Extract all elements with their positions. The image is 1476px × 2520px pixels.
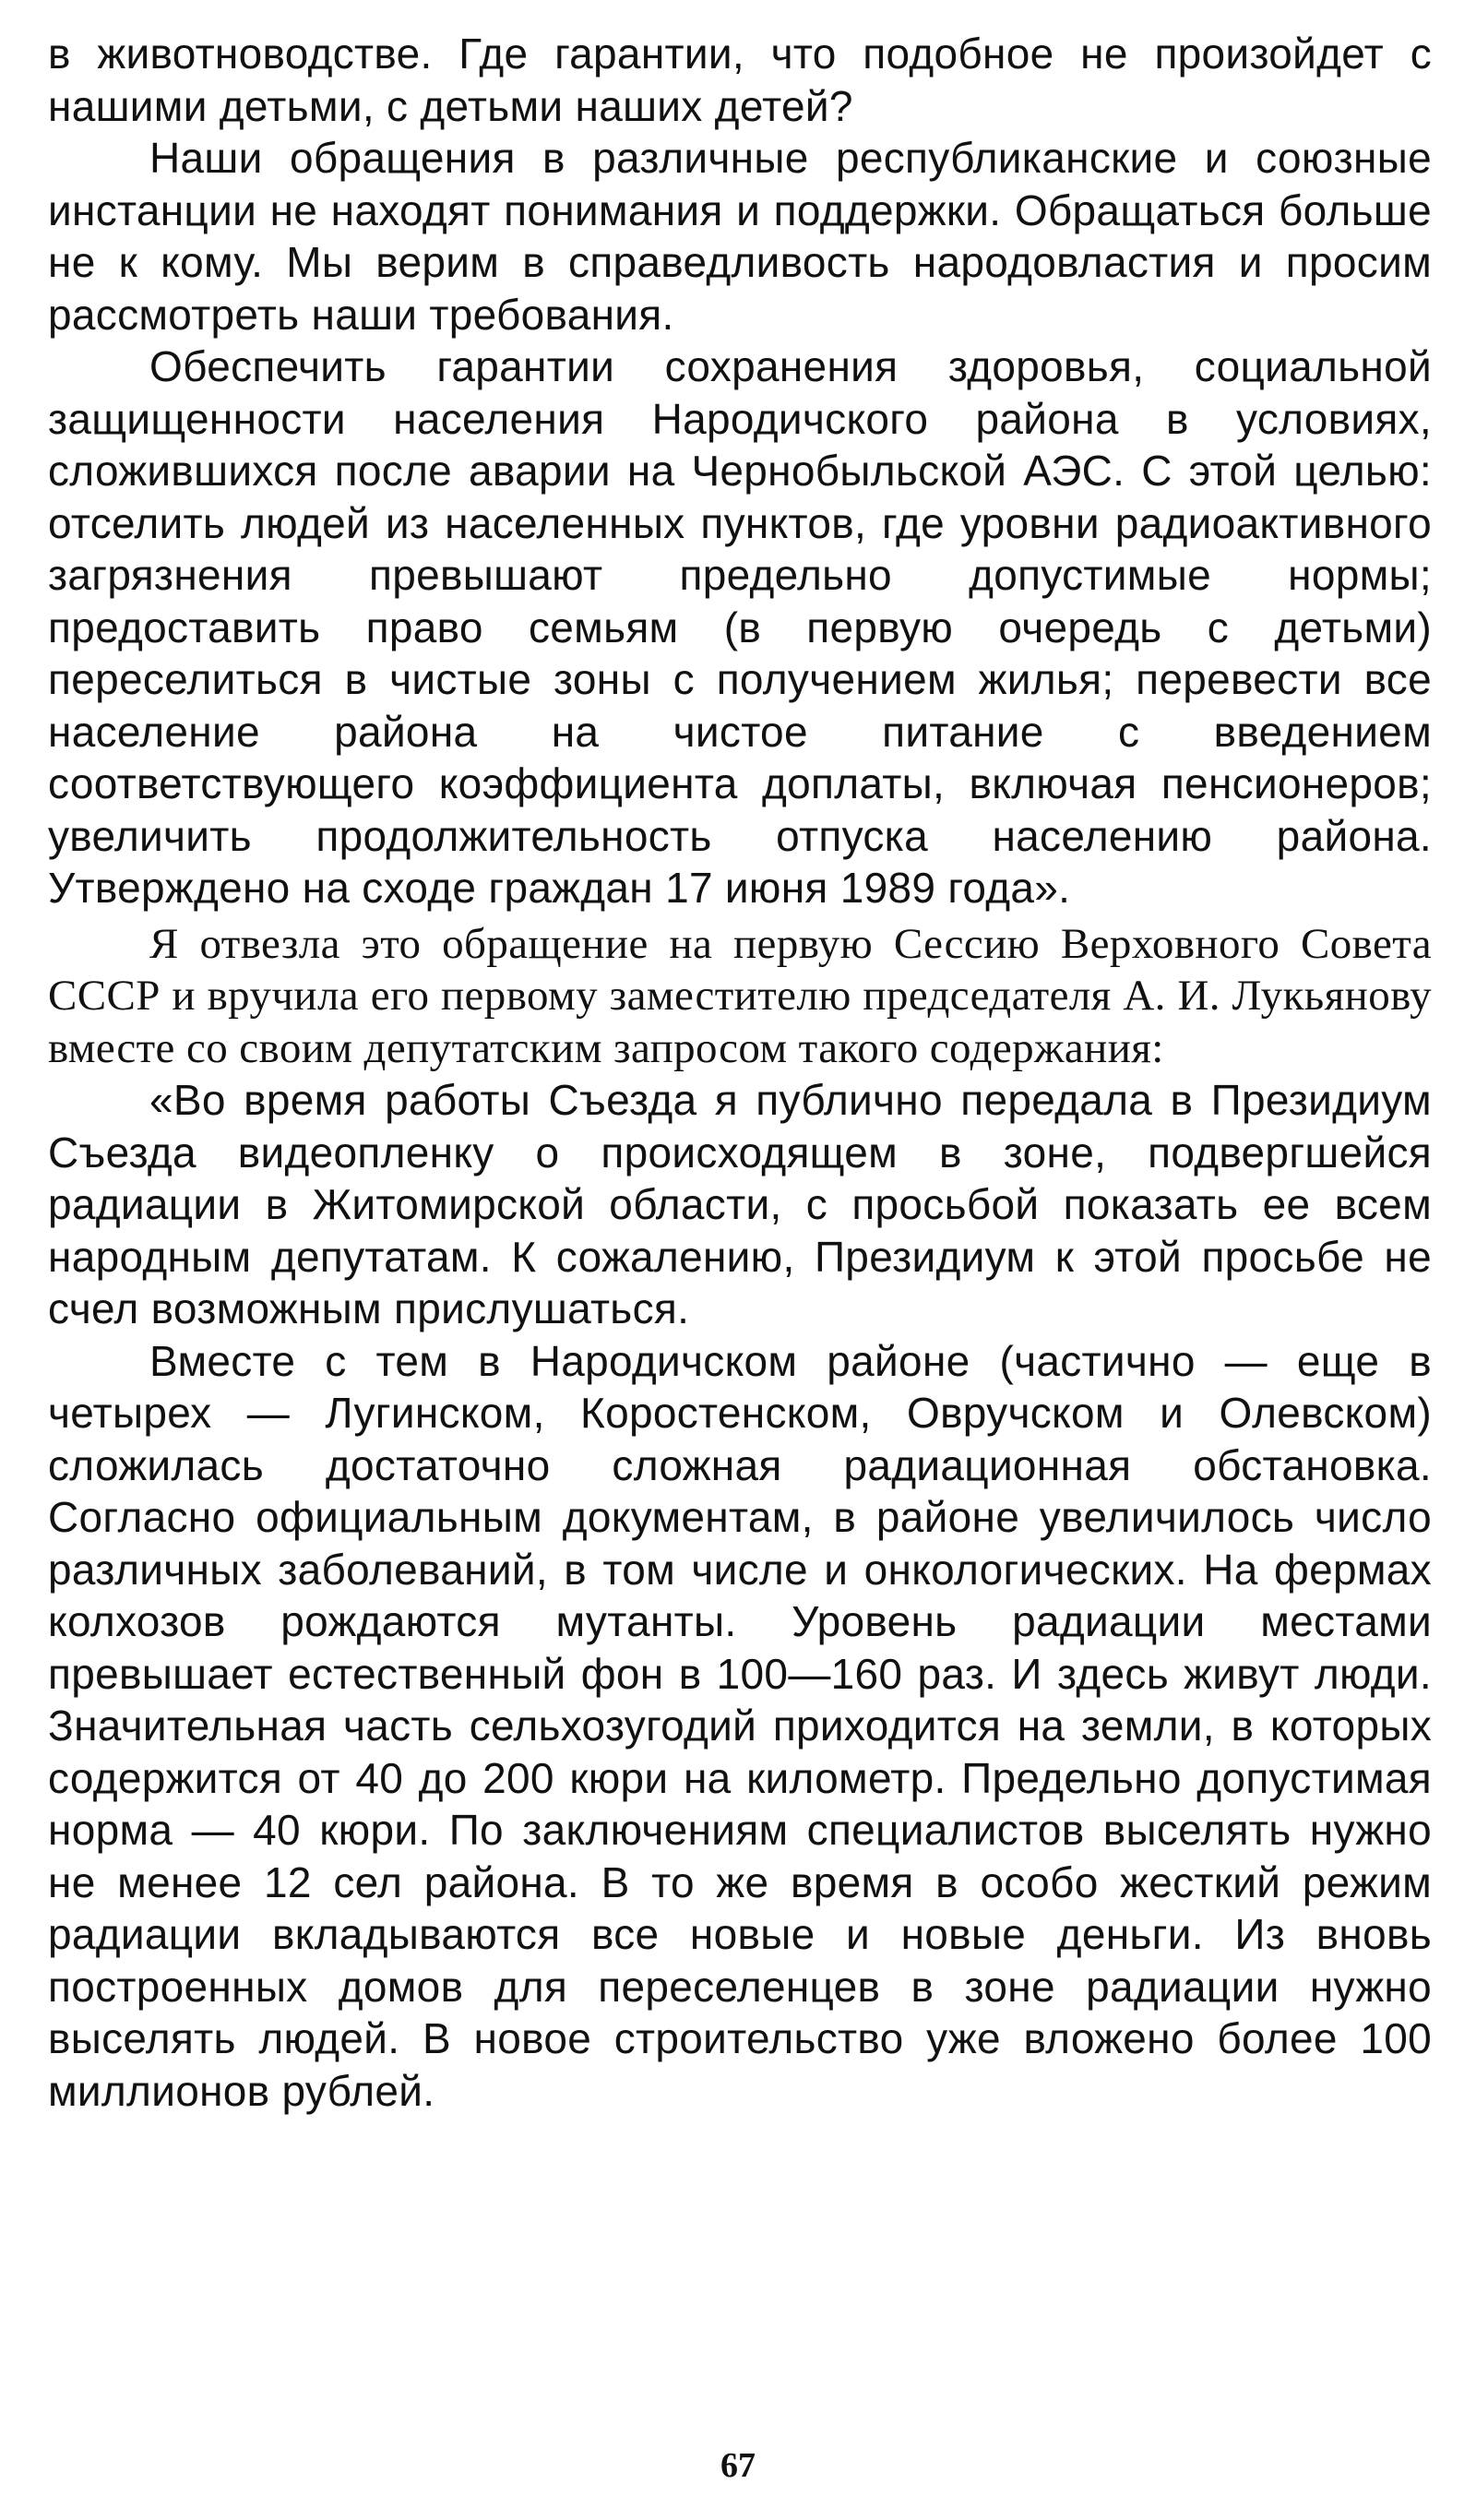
paragraph-demands: Обеспечить гарантии сохранения здоровья, социальной защищенности населения Народичского района в условиях, сложившихся после аварии на Чернобыльской АЭС. С этой целью: отселить людей из населенных пунктов, где уровни радиоактивного загрязнения превышают предельно допустимые нормы; предоставить право семьям (в первую очередь с детьми) переселиться в чистые зоны с получением жилья; перевести все население района на чистое питание с введением соответствующего коэффициента доплаты, включая пенсионеров; увеличить продолжительность отпуска населению района. Утверждено на сходе граждан 17 июня 1989 года». bbox=[48, 342, 1432, 912]
paragraph-radiation-situation: Вместе с тем в Народичском районе (частично — еще в четырех — Лугинском, Коростенском, Овручском и Олевском) сложилась достаточно сложная радиационная обстановка. Согласно официальным документам, в районе увеличилось число различных заболеваний, в том числе и онкологических. На фермах колхозов рождаются мутанты. Уровень радиации местами превышает естественный фон в 100—160 раз. И здесь живут люди. Значительная часть сельхозугодий приходится на земли, в которых содержится от 40 до 200 кюри на километр. Предельно допустимая норма — 40 кюри. По заключениям специалистов выселять нужно не менее 12 сел района. В то же время в особо жесткий режим радиации вкладываются все новые и новые деньги. Из вновь построенных домов для переселенцев в зоне радиации нужно выселять людей. В новое строительство уже вложено более 100 миллионов рублей. bbox=[48, 1336, 1432, 2115]
paragraph-continuation: в животноводстве. Где гарантии, что подобное не произойдет с нашими детьми, с детьми наших детей? bbox=[48, 30, 1432, 130]
page-body bbox=[48, 28, 1432, 2117]
paragraph-inquiry-start: «Во время работы Съезда я публично передала в Президиум Съезда видеопленку о происходящем в зоне, подвергшейся радиации в Житомирской области, с просьбой показать ее всем народным депутатам. К сожалению, Президиум к этой просьбе не счел возможным прислушаться. bbox=[48, 1076, 1432, 1332]
paragraph-author-narration: Я отвезла это обращение на первую Сессию Верховного Совета СССР и вручила его первому заместителю председателя А. И. Лукьянову вместе со своим депутатским запросом такого содержания: bbox=[48, 919, 1432, 1072]
page-number: 67 bbox=[720, 2446, 756, 2485]
paragraph-appeal-unanswered: Наши обращения в различные республиканские и союзные инстанции не находят понимания и поддержки. Обращаться больше не к кому. Мы верим в справедливость народовластия и просим рассмотреть наши требования. bbox=[48, 134, 1432, 339]
